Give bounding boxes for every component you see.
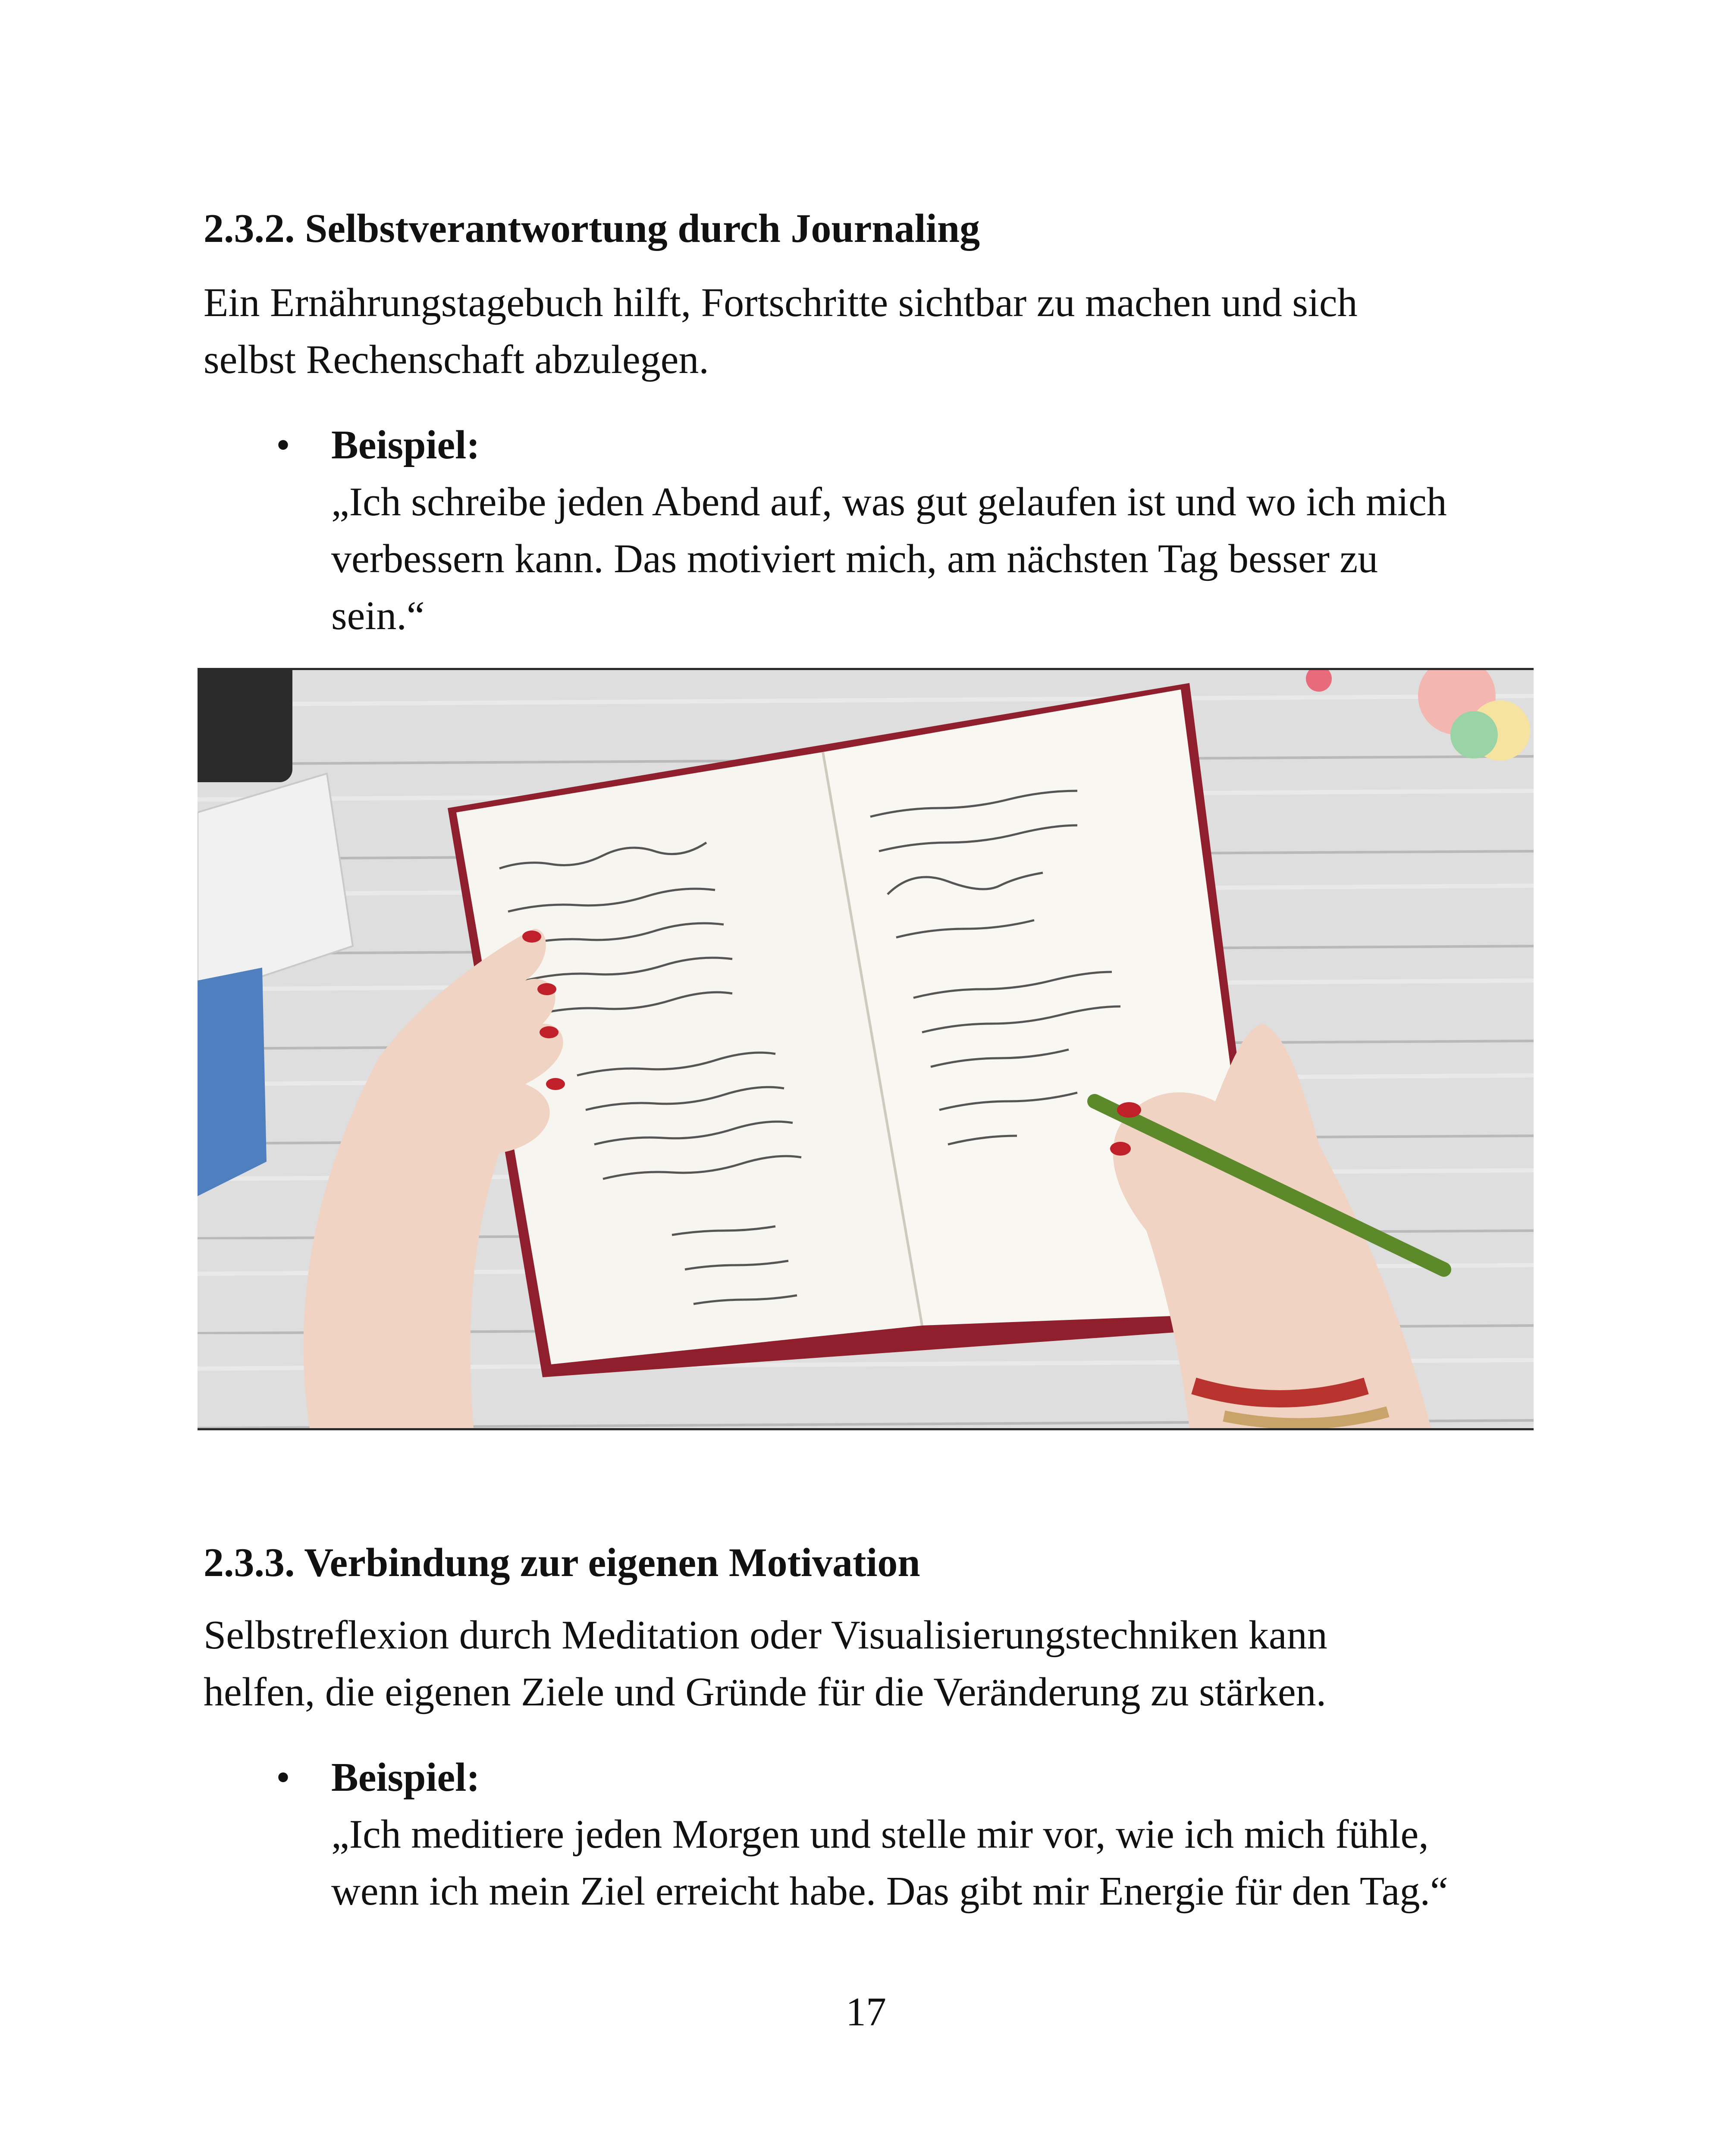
bullet-title: Beispiel: [331,1755,480,1800]
journal-photo [198,668,1534,1430]
bullet-text-line: „Ich meditiere jeden Morgen und stelle mir vor, wie ich mich fühle, [331,1812,1429,1857]
camera [198,670,292,782]
paragraph-line: selbst Rechenschaft abzulegen. [204,337,709,382]
paragraph-line: Selbstreflexion durch Meditation oder Visualisierungstechniken kann [204,1613,1327,1658]
paragraph-line: helfen, die eigenen Ziele und Gründe für die Veränderung zu stärken. [204,1670,1327,1714]
bullet-point: • [276,1755,290,1800]
blue-book [198,968,267,1196]
paragraph-line: Ein Ernährungstagebuch hilft, Fortschritte sichtbar zu machen und sich [204,280,1358,325]
example-bullet-journaling [331,417,1539,644]
journal-photo-illustration [198,670,1534,1428]
bullet-text-line: wenn ich mein Ziel erreicht habe. Das gibt mir Energie für den Tag.“ [331,1869,1448,1914]
example-bullet-motivation [331,1749,1539,1920]
section-heading-journaling: 2.3.2. Selbstverantwortung durch Journaling [204,206,980,251]
section-heading-motivation: 2.3.3. Verbindung zur eigenen Motivation [204,1540,920,1585]
section-paragraph-motivation [204,1607,1497,1720]
bullet-text-line: sein.“ [331,593,425,638]
bullet-text-line: verbessern kann. Das motiviert mich, am nächsten Tag besser zu [331,536,1378,581]
bullet-text-line: „Ich schreibe jeden Abend auf, was gut gelaufen ist und wo ich mich [331,479,1447,524]
bullet-point: • [276,423,290,467]
section-paragraph-journaling [204,274,1497,388]
bullet-title: Beispiel: [331,423,480,467]
page-number: 17 [846,1990,886,2034]
